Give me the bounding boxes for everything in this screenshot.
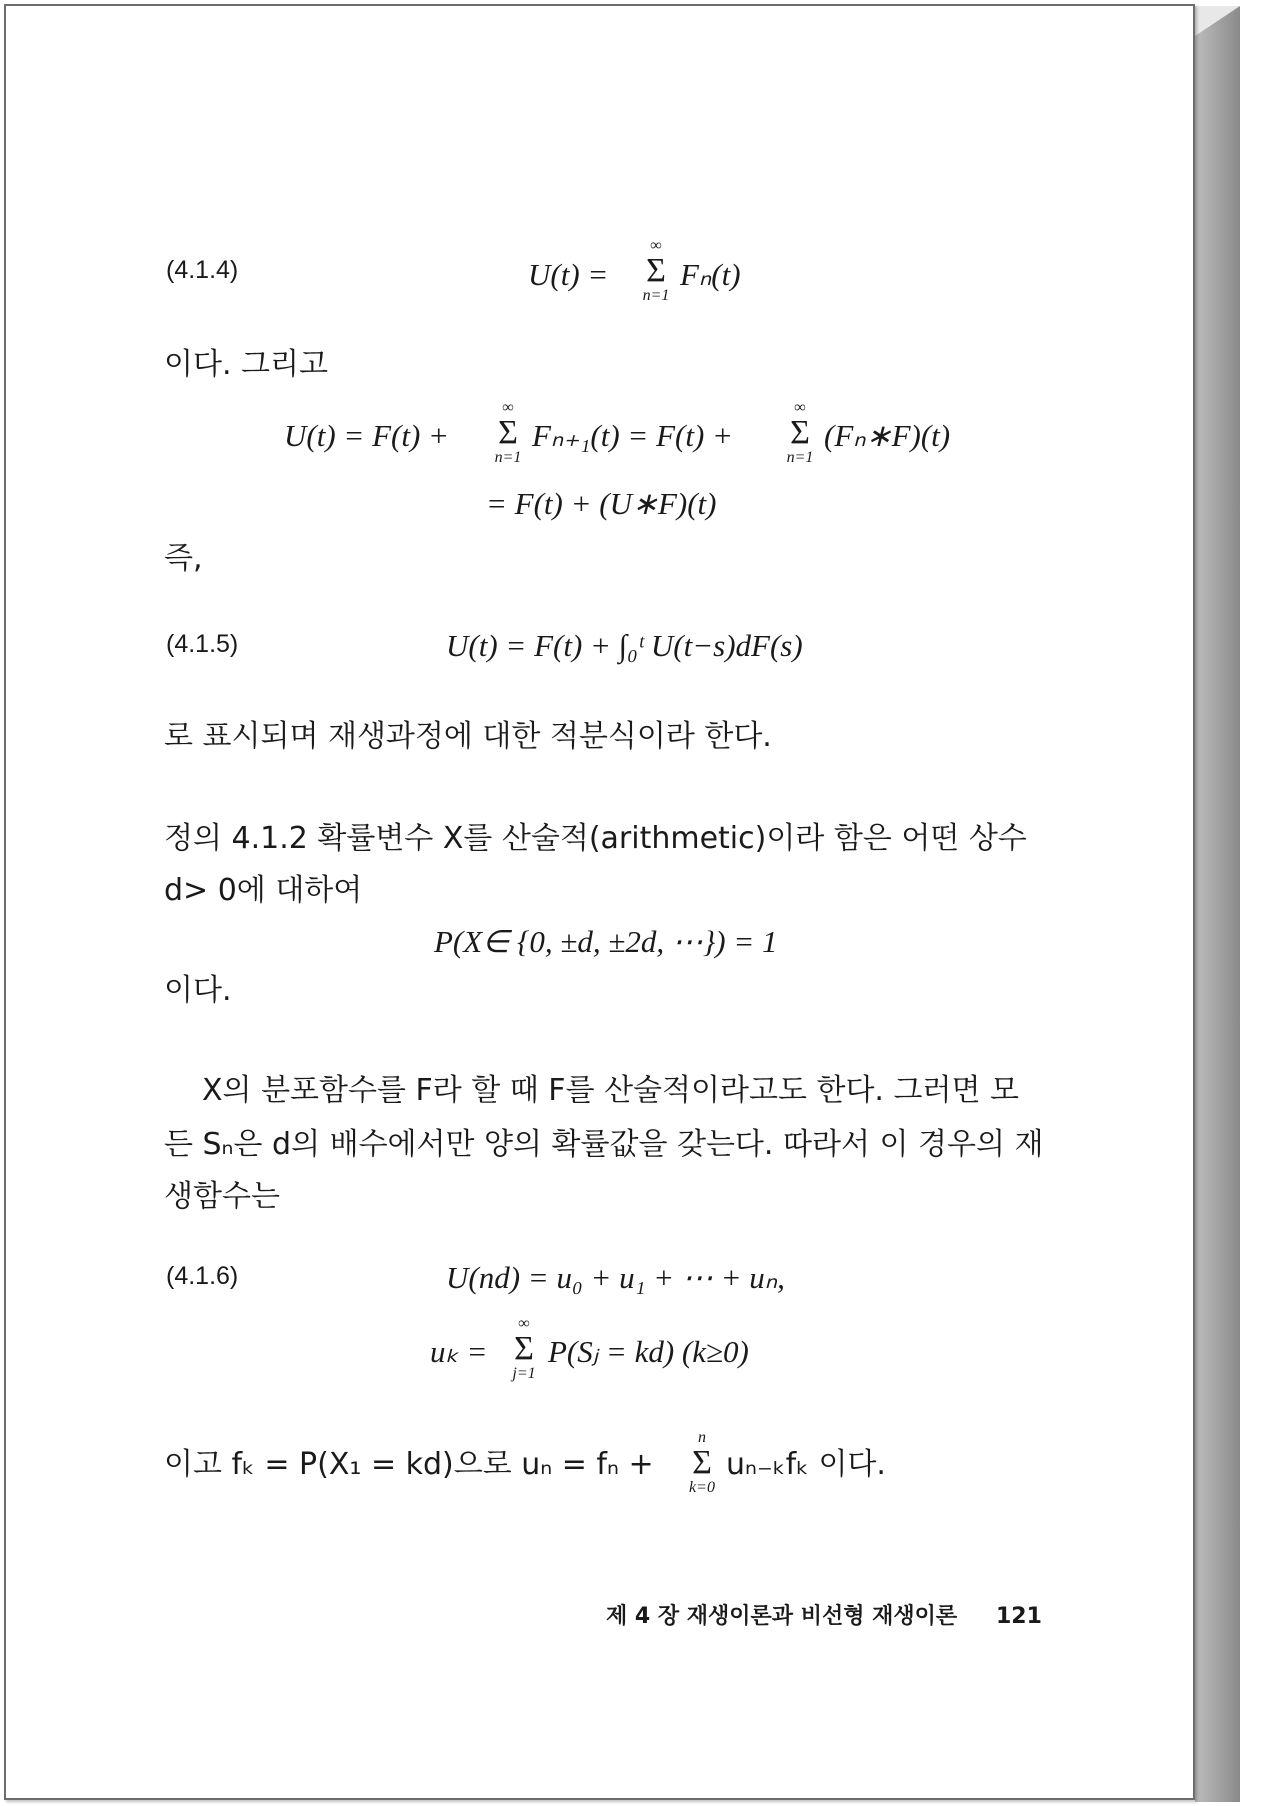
page-edge-corner [1195,6,1240,36]
sum-upper-limit: ∞ [650,237,662,254]
equation-expansion-line2: = F(t) + (U∗F)(t) [486,486,717,521]
equation-4-1-5: U(t) = F(t) + ∫₀ᵗ U(t−s)dF(s) [446,628,803,663]
page-edge-shadow [1195,6,1240,1802]
summation-4-1-4 [636,238,676,304]
text-jeuk: 즉, [164,541,203,576]
sum-lower-limit: n=1 [786,449,814,466]
summation-last [682,1430,722,1496]
summation-expansion-1 [488,400,528,466]
text-last-line-pre: 이고 fₖ = P(X₁ = kd)으로 uₙ = fₙ + [164,1447,654,1482]
equation-4-1-6-line1: U(nd) = u₀ + u₁ + ⋯ + uₙ, [446,1260,785,1295]
paragraph-line-2: 든 Sₙ은 d의 배수에서만 양의 확률값을 갖는다. 따라서 이 경우의 재 [164,1127,1044,1162]
footer-page-number: 121 [996,1604,1042,1629]
equation-label-4-1-6: (4.1.6) [166,1262,239,1290]
summation-4-1-6 [504,1316,544,1382]
equation-expansion-part1: U(t) = F(t) + [284,418,449,453]
sigma-symbol: Σ [498,414,518,451]
sum-lower-limit: n=1 [642,287,670,304]
equation-4-1-6-line2-lhs: uₖ = [430,1334,488,1369]
text-ida-geurigo: 이다. 그리고 [164,347,328,382]
paragraph-line-1: X의 분포함수를 F라 할 때 F를 산술적이라고도 한다. 그러면 모 [202,1073,1019,1108]
sum-upper-limit: ∞ [502,399,514,416]
sigma-symbol: Σ [646,252,666,289]
sum-lower-limit: k=0 [689,1479,715,1496]
definition-line-2: d> 0에 대하여 [164,873,363,908]
equation-4-1-6-line2-rhs: P(Sⱼ = kd) (k≥0) [548,1334,749,1369]
sum-upper-limit: ∞ [794,399,806,416]
sum-upper-limit: n [698,1429,706,1446]
equation-definition: P(X∈ {0, ±d, ±2d, ⋯}) = 1 [434,924,778,959]
text-pyosi: 로 표시되며 재생과정에 대한 적분식이라 한다. [164,719,772,754]
sum-lower-limit: j=1 [512,1365,536,1382]
definition-line-3: 이다. [164,973,232,1008]
equation-4-1-4-lhs: U(t) = [528,257,609,292]
sum-lower-limit: n=1 [494,449,522,466]
sum-upper-limit: ∞ [518,1315,530,1332]
summation-expansion-2 [780,400,820,466]
text-last-line-post: uₙ₋ₖfₖ 이다. [726,1447,886,1482]
equation-label-4-1-5: (4.1.5) [166,630,239,658]
equation-expansion-part3: (Fₙ∗F)(t) [824,418,951,453]
book-page [4,4,1195,1800]
equation-expansion-part2: Fₙ₊₁(t) = F(t) + [532,418,733,453]
footer-chapter-title: 제 4 장 재생이론과 비선형 재생이론 [606,1604,958,1629]
sigma-symbol: Σ [790,414,810,451]
sigma-symbol: Σ [514,1330,534,1367]
equation-label-4-1-4: (4.1.4) [166,256,239,284]
paragraph-line-3: 생함수는 [164,1179,280,1214]
equation-4-1-4-rhs: Fₙ(t) [680,257,741,292]
sigma-symbol: Σ [692,1444,712,1481]
definition-line-1: 정의 4.1.2 확률변수 X를 산술적(arithmetic)이라 함은 어떤 상수 [164,821,1027,856]
